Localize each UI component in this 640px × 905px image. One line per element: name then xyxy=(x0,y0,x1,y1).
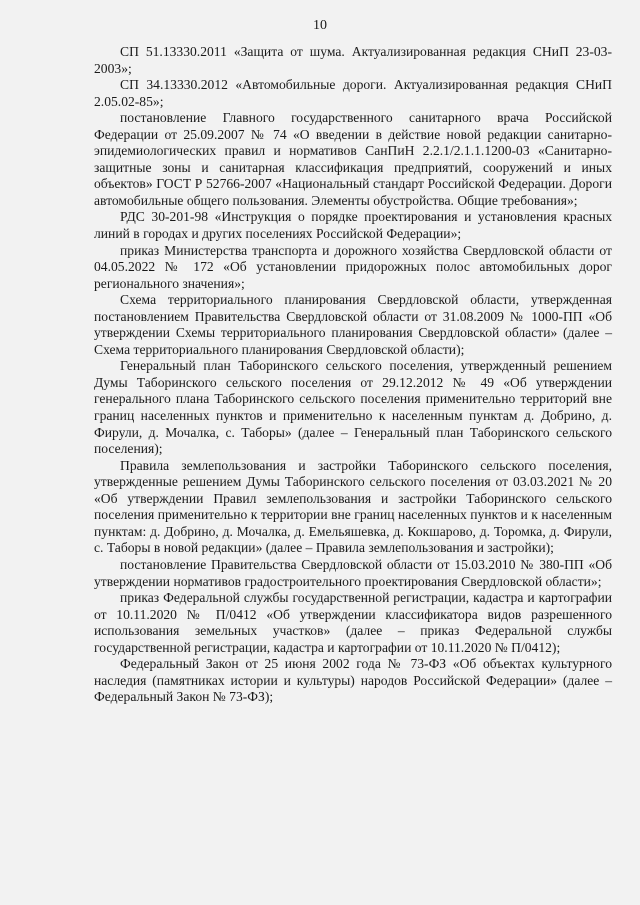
paragraph-land-use-rules: Правила землепользования и застройки Таборинского сельского поселения, утвержденные решением Думы Таборинского сельского поселения от 03.03.2021 № 20 «Об утверждении Правил землепользования и застройки Таборинского сельского поселения применительно к территории вне границ населенных пунктов и к населенным пунктам: д. Добрино, д. Мочалка, д. Емельяшевка, д. Кокшарово, д. Торомка, д. Фирули, с. Таборы в новой редакции» (далее – Правила землепользования и застройки); xyxy=(94,457,612,556)
document-body xyxy=(94,44,612,706)
paragraph-rds: РДС 30-201-98 «Инструкция о порядке проектирования и установления красных линий в городах и других поселениях Российской Федерации»; xyxy=(94,209,612,242)
paragraph-sanpin: постановление Главного государственного санитарного врача Российской Федерации от 25.09.2007 № 74 «О введении в действие новой редакции санитарно-эпидемиологических правил и нормативов СанПиН 2.2.1/2.1.1.1200-03 «Санитарно-защитные зоны и санитарная классификация предприятий, сооружений и иных объектов» ГОСТ Р 52766-2007 «Национальный стандарт Российской Федерации. Дороги автомобильные общего пользования. Элементы обустройства. Общие требования»; xyxy=(94,110,612,208)
paragraph-territorial-scheme: Схема территориального планирования Свердловской области, утвержденная постановлением Правительства Свердловской области от 31.08.2009 № 1000-ПП «Об утверждении Схемы территориального планирования Свердловской области» (далее – Схема территориального планирования Свердловской области); xyxy=(94,292,612,357)
page-number: 10 xyxy=(313,18,327,33)
paragraph-sp-51: СП 51.13330.2011 «Защита от шума. Актуализированная редакция СНиП 23-03-2003»; xyxy=(94,44,612,76)
paragraph-federal-law: Федеральный Закон от 25 июня 2002 года № 73-ФЗ «Об объектах культурного наследия (памятниках истории и культуры) народов Российской Федерации» (далее – Федеральный Закон № 73-ФЗ); xyxy=(94,656,612,705)
paragraph-sp-34: СП 34.13330.2012 «Автомобильные дороги. Актуализированная редакция СНиП 2.05.02-85»; xyxy=(94,77,612,109)
paragraph-rosreestr-order: приказ Федеральной службы государственной регистрации, кадастра и картографии от 10.11.2020 № П/0412 «Об утверждении классификатора видов разрешенного использования земельных участков» (далее – приказ Федеральной службы государственной регистрации, кадастра и картографии от 10.11.2020 № П/0412); xyxy=(94,590,612,655)
paragraph-design-norms: постановление Правительства Свердловской области от 15.03.2010 № 380-ПП «Об утверждении нормативов градостроительного проектирования Свердловской области»; xyxy=(94,556,612,589)
paragraph-transport-order: приказ Министерства транспорта и дорожного хозяйства Свердловской области от 04.05.2022 № 172 «Об установлении придорожных полос автомобильных дорог регионального значения»; xyxy=(94,242,612,291)
paragraph-general-plan: Генеральный план Таборинского сельского поселения, утвержденный решением Думы Таборинского сельского поселения от 29.12.2012 № 49 «Об утверждении генерального плана Таборинского сельского поселения применительно территорий вне границ населенных пунктов и применительно к населенным пунктам д. Добрино, д. Фирули, д. Мочалка, с. Таборы» (далее – Генеральный план Таборинского сельского поселения); xyxy=(94,358,612,457)
